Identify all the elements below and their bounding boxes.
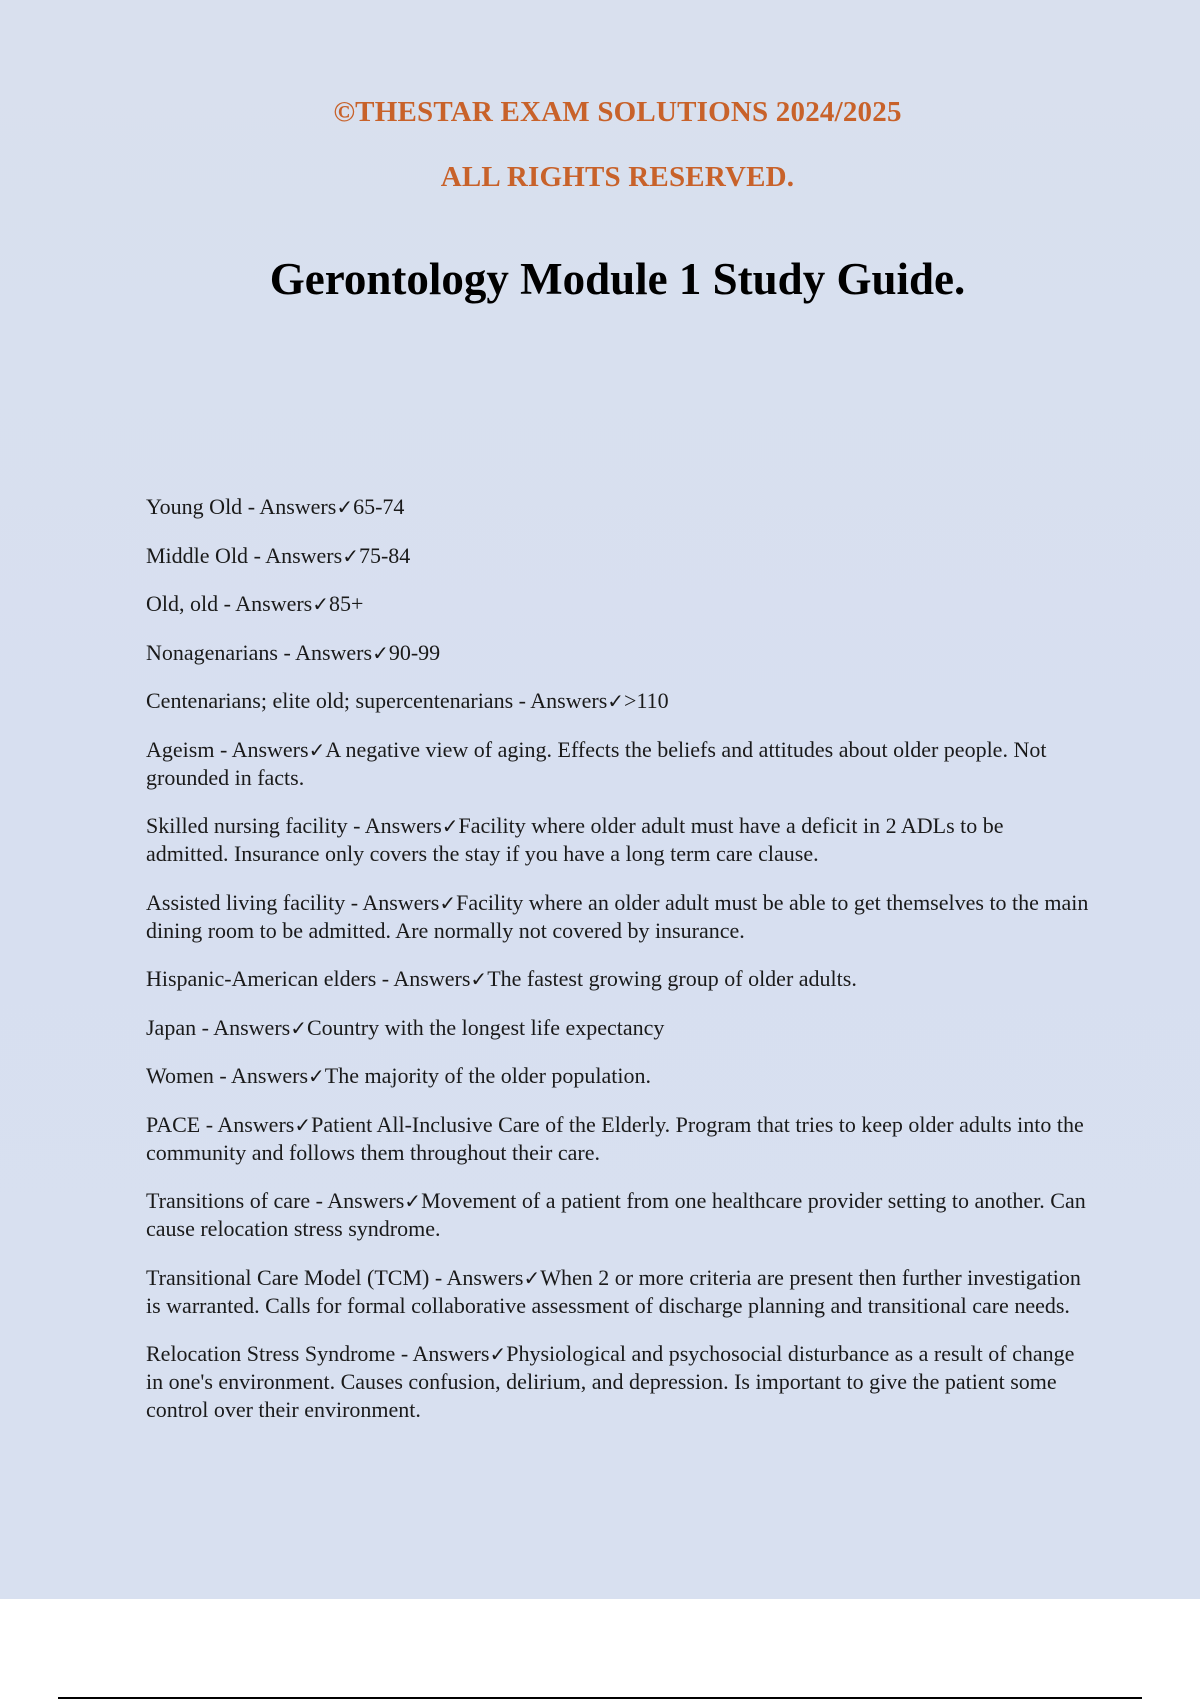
list-item: [146, 965, 1091, 993]
checkmark-icon: ✓: [489, 1342, 507, 1366]
checkmark-icon: ✓: [470, 967, 488, 991]
item-answer: Country with the longest life expectancy: [306, 1014, 665, 1040]
list-item: [146, 1111, 1091, 1167]
item-term: Transitions of care: [146, 1188, 311, 1213]
checkmark-icon: ✓: [439, 890, 457, 915]
item-answer: 75-84: [358, 542, 411, 568]
item-answer: Facility where older adult must have a deficit in 2 ADLs to be admitted. Insurance only covers the stay if you have a long term care clause.: [146, 813, 1004, 866]
item-term: Women: [146, 1063, 214, 1088]
separator: -: [277, 639, 296, 665]
checkmark-icon: ✓: [308, 1064, 325, 1088]
separator: -: [376, 966, 394, 991]
item-term: Assisted living facility: [146, 889, 346, 915]
item-term: Hispanic-American elders: [146, 966, 377, 991]
copyright-notice: ©THESTAR EXAM SOLUTIONS 2024/2025: [333, 96, 902, 128]
answers-label: Answers: [295, 639, 373, 665]
list-item: [146, 639, 1091, 667]
separator: -: [213, 1063, 232, 1088]
item-answer: Physiological and psychosocial disturbance as a result of change in one's environment. Causes confusion, delirium, and depression. Is important to give the patient some control over their environment.: [146, 1341, 1075, 1422]
list-item: [146, 1264, 1091, 1320]
answers-label: Answers: [364, 813, 442, 838]
list-item: [146, 1062, 1091, 1090]
item-term: Transitional Care Model (TCM): [146, 1264, 430, 1290]
list-item: [146, 812, 1091, 868]
separator: -: [310, 1188, 328, 1213]
item-answer: The fastest growing group of older adults.: [487, 966, 857, 991]
item-answer: When 2 or more criteria are present then further investigation is warranted. Calls for formal collaborative assessment of discharge planning and transitional care needs.: [146, 1264, 1081, 1318]
answers-label: Answers: [259, 494, 337, 519]
item-answer: Patient All-Inclusive Care of the Elderly. Program that tries to keep older adults into the community and follows them throughout their care.: [146, 1111, 1084, 1165]
item-term: Old, old: [146, 591, 219, 616]
separator: -: [214, 736, 232, 762]
checkmark-icon: ✓: [523, 1265, 541, 1290]
list-item: [146, 1340, 1091, 1424]
answers-label: Answers: [231, 1063, 309, 1088]
item-answer: 85+: [329, 591, 364, 616]
checkmark-icon: ✓: [441, 814, 459, 838]
answers-label: Answers: [412, 1341, 490, 1366]
checkmark-icon: ✓: [294, 1112, 312, 1137]
checkmark-icon: ✓: [308, 737, 326, 762]
item-term: Ageism: [146, 736, 215, 762]
item-term: Young Old: [146, 494, 243, 519]
separator: -: [345, 889, 363, 915]
checkmark-icon: ✓: [312, 592, 330, 616]
checkmark-icon: ✓: [336, 495, 354, 519]
answers-label: Answers: [235, 591, 313, 616]
item-term: PACE: [146, 1111, 201, 1137]
checkmark-icon: ✓: [290, 1015, 307, 1040]
checkmark-icon: ✓: [342, 543, 359, 568]
separator: -: [248, 542, 266, 568]
item-answer: A negative view of aging. Effects the beliefs and attitudes about older people. Not grounded in facts.: [146, 736, 1047, 790]
answers-label: Answers: [530, 688, 608, 713]
answers-label: Answers: [362, 889, 440, 915]
item-answer: Movement of a patient from one healthcare provider setting to another. Can cause relocation stress syndrome.: [146, 1188, 1086, 1241]
separator: -: [395, 1341, 413, 1366]
item-answer: Facility where an older adult must be able to get themselves to the main dining room to be admitted. Are normally not covered by insurance.: [146, 889, 1089, 943]
item-term: Centenarians; elite old; supercentenarians: [146, 688, 514, 713]
list-item: [146, 542, 1091, 570]
item-term: Japan: [146, 1014, 197, 1040]
item-answer: >110: [624, 688, 669, 713]
separator: -: [429, 1264, 447, 1290]
list-item: [146, 1014, 1091, 1042]
footer-divider: [58, 1697, 1142, 1699]
document-title: Gerontology Module 1 Study Guide.: [269, 254, 966, 304]
study-guide-list: [146, 493, 1091, 1445]
separator: -: [242, 494, 260, 519]
item-answer: The majority of the older population.: [324, 1063, 652, 1088]
list-item: [146, 493, 1091, 521]
item-term: Relocation Stress Syndrome: [146, 1341, 396, 1366]
list-item: [146, 1187, 1091, 1243]
answers-label: Answers: [265, 542, 343, 568]
answers-label: Answers: [217, 1111, 295, 1137]
checkmark-icon: ✓: [404, 1189, 422, 1213]
checkmark-icon: ✓: [372, 640, 389, 665]
answers-label: Answers: [446, 1264, 524, 1290]
rights-reserved-notice: ALL RIGHTS RESERVED.: [440, 161, 795, 193]
list-item: [146, 687, 1091, 715]
answers-label: Answers: [231, 736, 309, 762]
answers-label: Answers: [327, 1188, 405, 1213]
answers-label: Answers: [213, 1014, 291, 1040]
item-term: Middle Old: [146, 542, 249, 568]
checkmark-icon: ✓: [607, 689, 625, 713]
separator: -: [200, 1111, 218, 1137]
separator: -: [513, 688, 531, 713]
separator: -: [347, 813, 365, 838]
list-item: [146, 736, 1091, 792]
separator: -: [196, 1014, 214, 1040]
separator: -: [218, 591, 236, 616]
answers-label: Answers: [393, 966, 471, 991]
list-item: [146, 889, 1091, 945]
item-term: Nonagenarians: [146, 639, 278, 665]
item-answer: 90-99: [388, 639, 441, 665]
item-term: Skilled nursing facility: [146, 813, 348, 838]
list-item: [146, 590, 1091, 618]
item-answer: 65-74: [353, 494, 405, 519]
